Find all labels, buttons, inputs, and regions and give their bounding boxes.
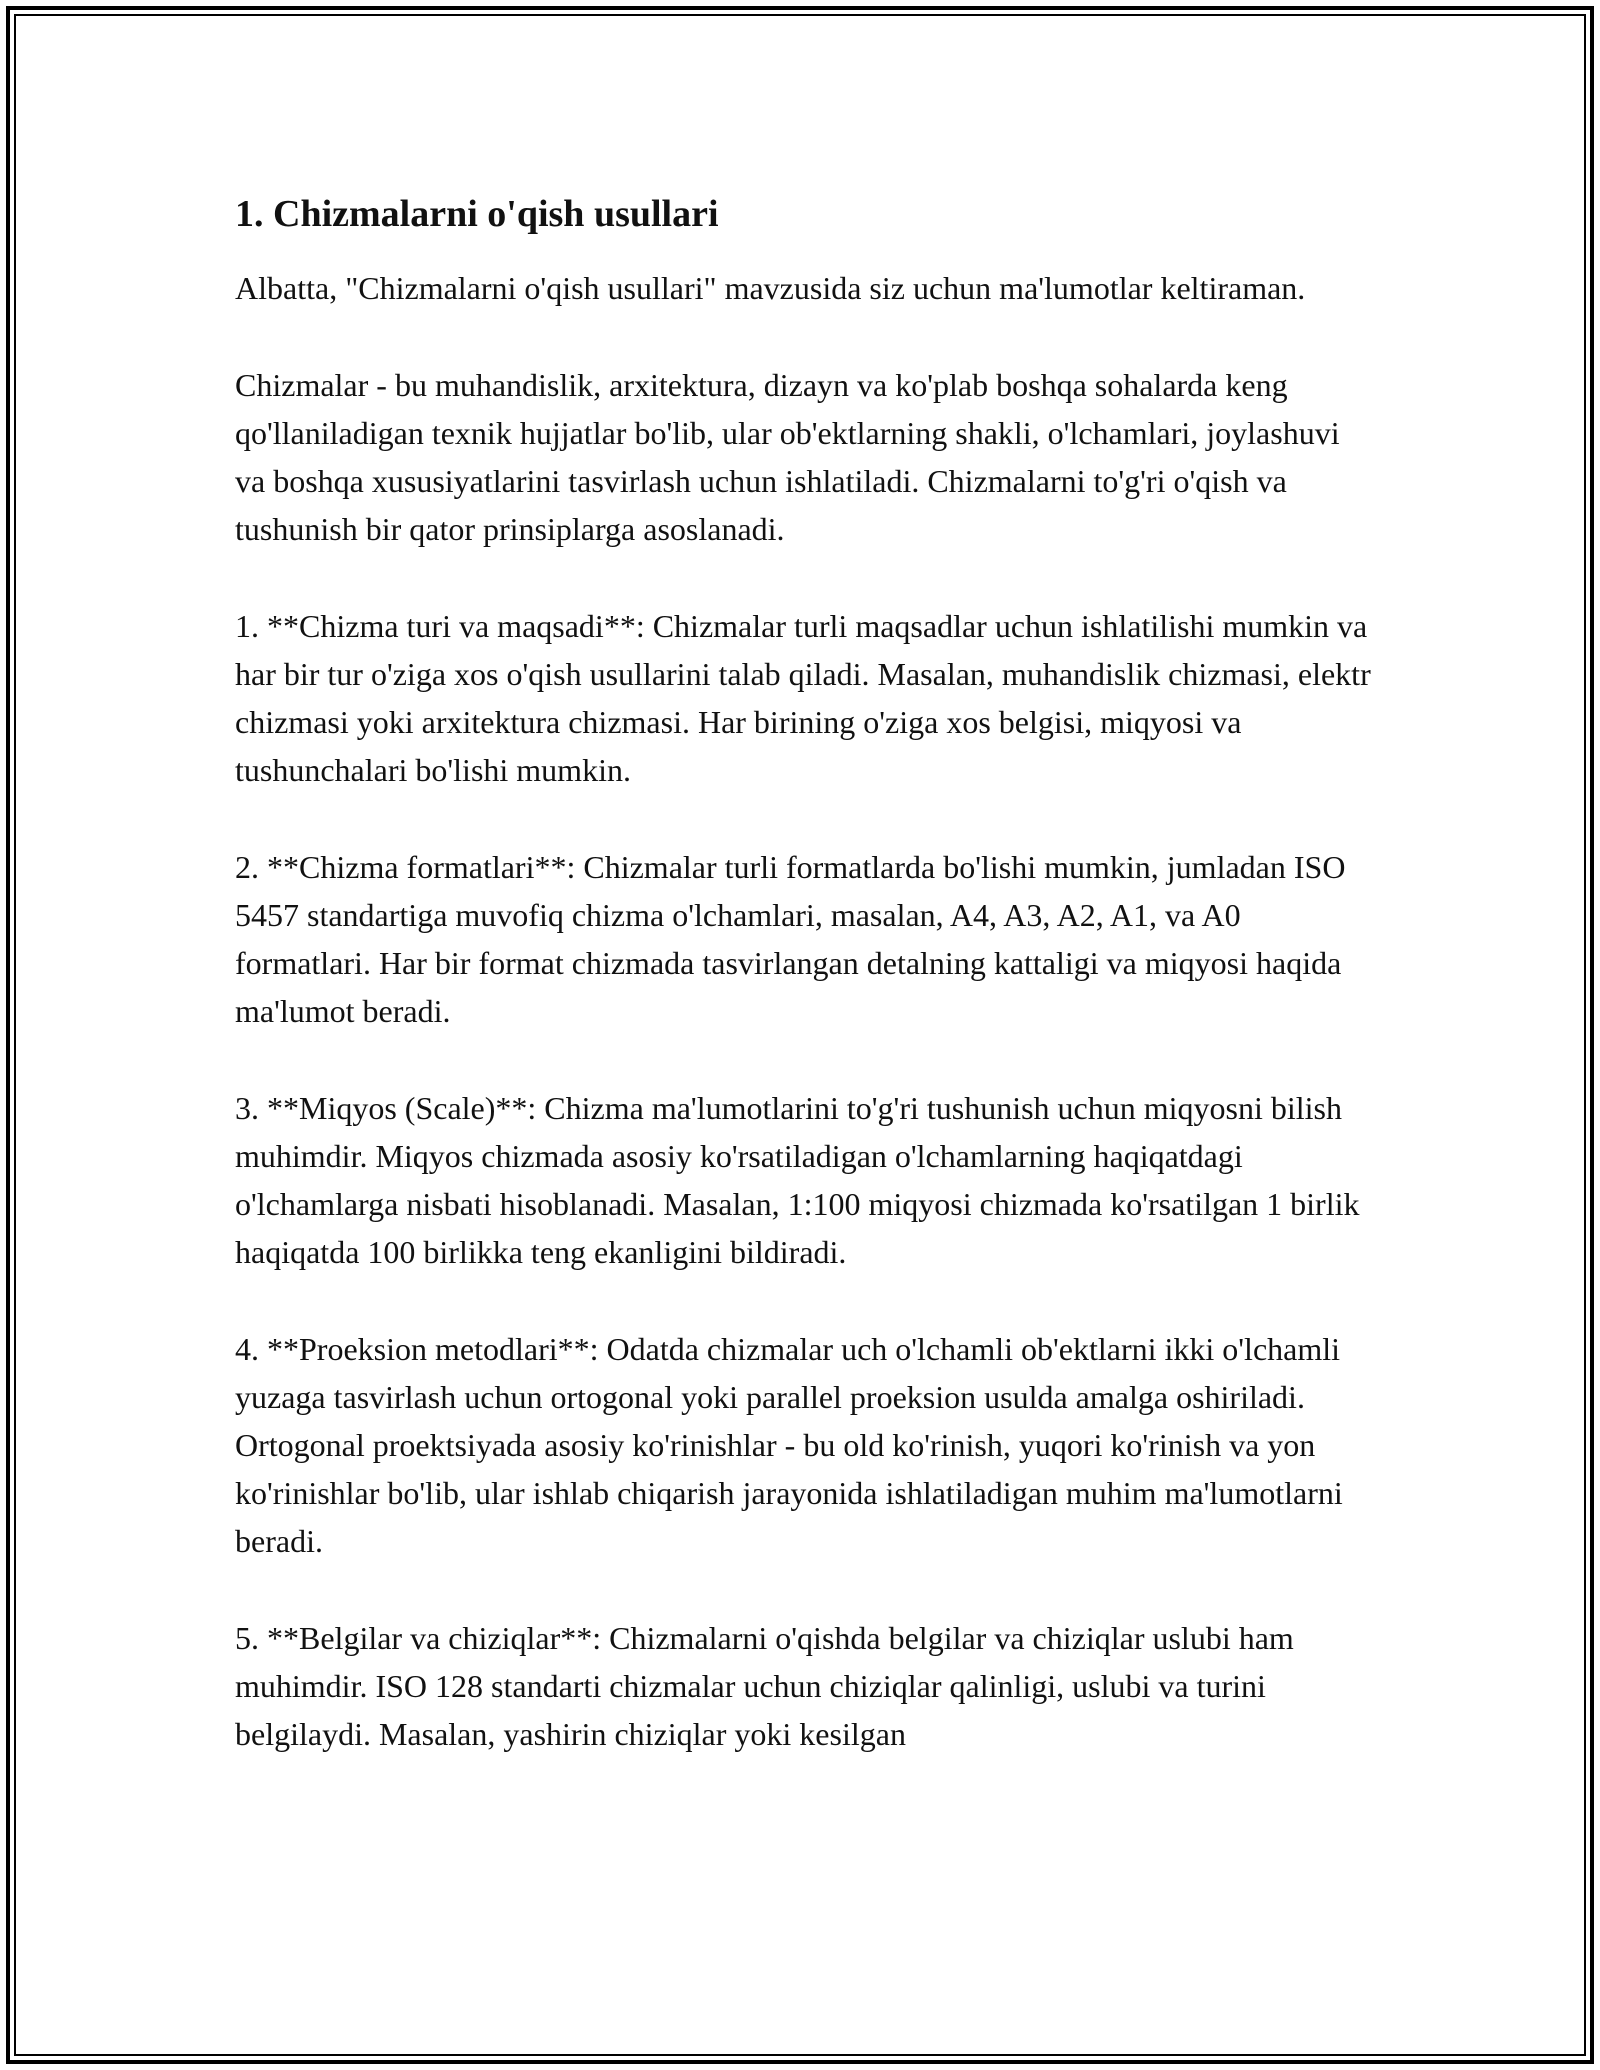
document-body [235, 186, 1375, 1807]
paragraph-intro: Albatta, "Chizmalarni o'qish usullari" mavzusida siz uchun ma'lumotlar keltiraman. [235, 270, 1306, 306]
paragraph-item-2: 2. **Chizma formatlari**: Chizmalar turli formatlarda bo'lishi mumkin, jumladan ISO 5457 standartiga muvofiq chizma o'lchamlari, masalan, A4, A3, A2, A1, va A0 formatlari. Har bir format chizmada tasvirlangan detalning kattaligi va miqyosi haqida ma'lumot beradi. [235, 849, 1346, 1029]
paragraph-definition: Chizmalar - bu muhandislik, arxitektura, dizayn va ko'plab boshqa sohalarda keng qo'llaniladigan texnik hujjatlar bo'lib, ular ob'ektlarning shakli, o'lchamlari, joylashuvi va boshqa xususiyatlarini tasvirlash uchun ishlatiladi. Chizmalarni to'g'ri o'qish va tushunish bir qator prinsiplarga asoslanadi. [235, 367, 1340, 547]
document-title: 1. Chizmalarni o'qish usullari [235, 193, 719, 235]
paragraph-item-1: 1. **Chizma turi va maqsadi**: Chizmalar turli maqsadlar uchun ishlatilishi mumkin va har bir tur o'ziga xos o'qish usullarini talab qiladi. Masalan, muhandislik chizmasi, elektr chizmasi yoki arxitektura chizmasi. Har birining o'ziga xos belgisi, miqyosi va tushunchalari bo'lishi mumkin. [235, 608, 1371, 788]
paragraph-item-3: 3. **Miqyos (Scale)**: Chizma ma'lumotlarini to'g'ri tushunish uchun miqyosni bilish muhimdir. Miqyos chizmada asosiy ko'rsatiladigan o'lchamlarning haqiqatdagi o'lchamlarga nisbati hisoblanadi. Masalan, 1:100 miqyosi chizmada ko'rsatilgan 1 birlik haqiqatda 100 birlikka teng ekanligini bildiradi. [235, 1090, 1360, 1270]
paragraph-item-4: 4. **Proeksion metodlari**: Odatda chizmalar uch o'lchamli ob'ektlarni ikki o'lchamli yuzaga tasvirlash uchun ortogonal yoki parallel proeksion usulda amalga oshiriladi. Ortogonal proektsiyada asosiy ko'rinishlar - bu old ko'rinish, yuqori ko'rinish va yon ko'rinishlar bo'lib, ular ishlab chiqarish jarayonida ishlatiladigan muhim ma'lumotlarni beradi. [235, 1331, 1343, 1559]
paragraph-item-5: 5. **Belgilar va chiziqlar**: Chizmalarni o'qishda belgilar va chiziqlar uslubi ham muhimdir. ISO 128 standarti chizmalar uchun chiziqlar qalinligi, uslubi va turini belgilaydi. Masalan, yashirin chiziqlar yoki kesilgan [235, 1620, 1294, 1752]
